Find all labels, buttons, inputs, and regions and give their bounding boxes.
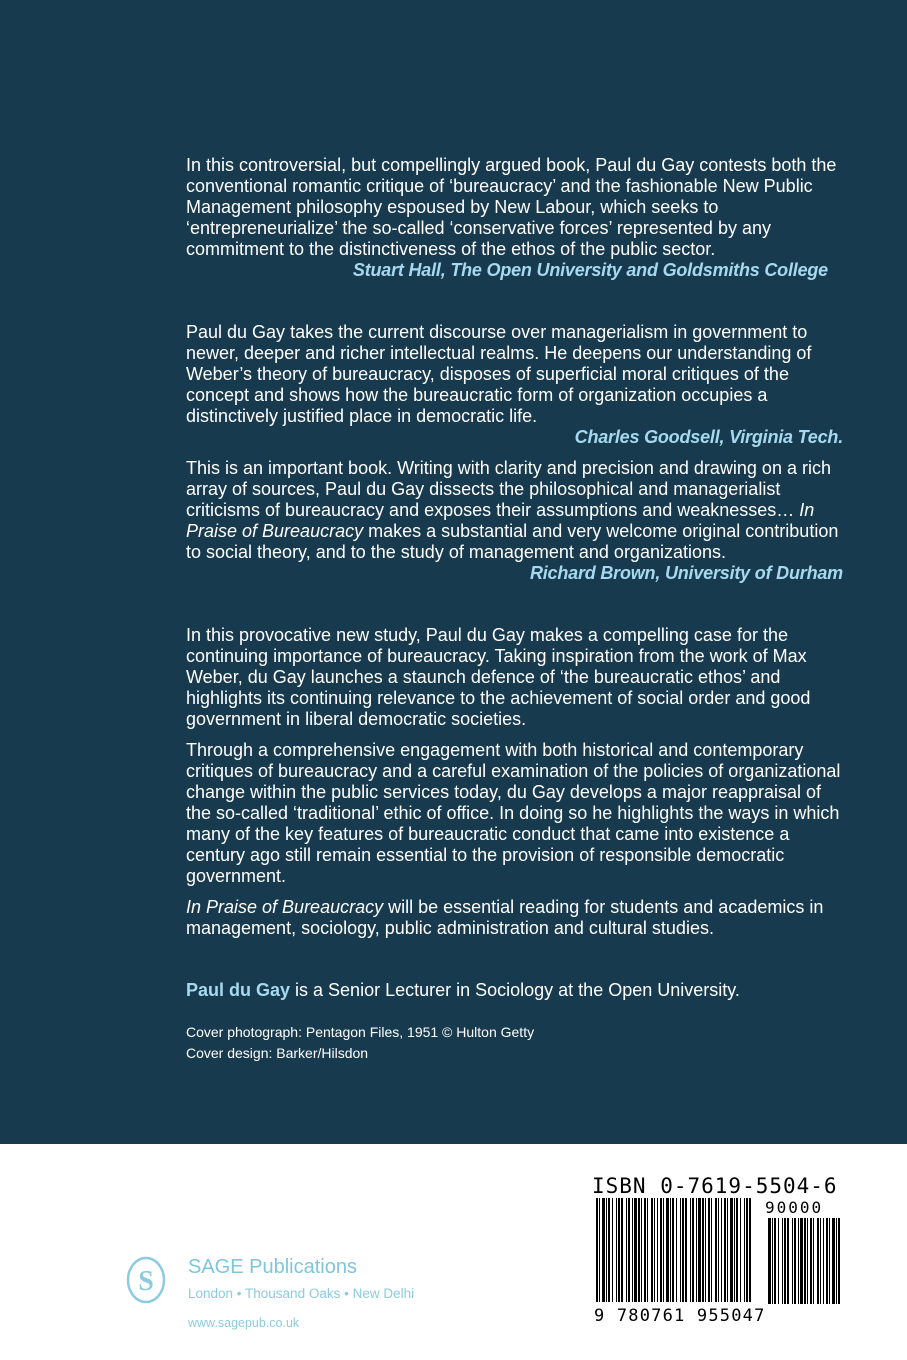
publisher-url[interactable]: www.sagepub.co.uk [188, 1316, 300, 1330]
barcode-bar [618, 1198, 620, 1302]
blurb-text: In this controversial, but compellingly argued book, Paul du Gay contests both the conventional romantic critique of ‘bureaucracy’ and the fashionable New Public Management philosophy espoused by New Labour, which seeks to ‘entrepreneurialize’ the so-called ‘conservative forces’ represented by any commitment to the distinctiveness of the ethos of the public sector. [186, 155, 837, 259]
barcode-bar [612, 1198, 613, 1302]
barcode-bar [602, 1198, 605, 1302]
publisher-name: SAGE Publications [188, 1256, 357, 1278]
barcode-bars [596, 1198, 751, 1302]
barcode-bar [644, 1198, 646, 1302]
barcode-addon-bar [820, 1218, 821, 1304]
author-bio-rest: is a Senior Lecturer in Sociology at the Open University. [290, 980, 740, 1000]
blurb-attribution: Stuart Hall, The Open University and Goldsmiths College [352, 260, 828, 280]
barcode-bar [596, 1198, 598, 1302]
price-code: 90000 [765, 1198, 824, 1217]
blurb-text-after: makes a substantial and very welcome original contribution to social theory, and to the study of management and organizations. [186, 521, 839, 562]
blurb-text [186, 458, 846, 563]
barcode-addon-bars [768, 1218, 840, 1304]
barcode-addon-bar [798, 1218, 799, 1304]
barcode-bar [685, 1198, 687, 1302]
ean-digits: 9 780761 955047 [594, 1306, 766, 1326]
barcode-bar [708, 1198, 710, 1302]
barcode-addon-bar [807, 1218, 808, 1304]
barcode-bar [696, 1198, 697, 1302]
barcode-bar [702, 1198, 704, 1302]
barcode-bar [734, 1198, 735, 1302]
barcode-bar [657, 1198, 658, 1302]
barcode-addon-bar [823, 1218, 824, 1304]
barcode-bar [670, 1198, 671, 1302]
barcode-bar [626, 1198, 627, 1302]
description-rest: will be essential reading for students and academics in management, sociology, public administration and cultural studies. [186, 897, 824, 938]
barcode-bar [749, 1198, 751, 1302]
barcode-icon [594, 1198, 842, 1306]
barcode-addon-bar [772, 1218, 773, 1304]
barcode-bar [680, 1198, 681, 1302]
description-text: Through a comprehensive engagement with both historical and contemporary critiques of bureaucracy and a careful examination of the policies of organizational change within the public services today, du Gay develops a major reappraisal of the so-called ‘traditional’ ethic of office. In doing so he highlights the ways in which many of the key features of bureaucratic conduct that came into existence a century ago still remain essential to the provision of responsible democratic government. [186, 740, 841, 886]
sage-logo-icon [126, 1256, 166, 1304]
barcode-bar [727, 1198, 728, 1302]
barcode-addon-bar [836, 1218, 837, 1304]
barcode-bar [608, 1198, 610, 1302]
barcode-bar [654, 1198, 655, 1302]
barcode-addon-bar [829, 1218, 830, 1304]
barcode-addon-bar [774, 1218, 776, 1304]
barcode-addon-bar [810, 1218, 812, 1304]
barcode-addon-bar [784, 1218, 786, 1304]
barcode-bar [718, 1198, 719, 1302]
barcode-bar [744, 1198, 745, 1302]
description-text: In this provocative new study, Paul du Gay makes a compelling case for the continuing importance of bureaucracy. Taking inspiration from the work of Max Weber, du Gay launches a staunch defence of ‘the bureaucratic ethos’ and highlights its continuing relevance to the achievement of social order and good government in liberal democratic societies. [186, 625, 811, 729]
barcode-bar [599, 1198, 600, 1302]
author-bio [186, 980, 846, 1001]
barcode-bar [698, 1198, 701, 1302]
blurb-charles-goodsell [186, 322, 846, 448]
description-paragraph-2 [186, 740, 846, 887]
barcode-bar [715, 1198, 717, 1302]
barcode-addon-bar [832, 1218, 835, 1304]
blurb-richard-brown [186, 458, 846, 584]
cover-design-credit: Cover design: Barker/Hilsdon [186, 1045, 369, 1061]
barcode-bar [740, 1198, 741, 1302]
blurb-book-title: In Praise of Bureaucracy [186, 500, 815, 541]
barcode-addon-bar [826, 1218, 828, 1304]
barcode-bar [711, 1198, 712, 1302]
barcode-bar [663, 1198, 664, 1302]
barcode-bar [666, 1198, 669, 1302]
barcode-bar [724, 1198, 726, 1302]
author-name: Paul du Gay [186, 980, 291, 1000]
barcode-bar [736, 1198, 738, 1302]
barcode-addon-bar [813, 1218, 814, 1304]
barcode-bar [641, 1198, 642, 1302]
barcode-bar [746, 1198, 748, 1302]
barcode-addon-bar [792, 1218, 793, 1304]
cover-credits [186, 1022, 846, 1064]
barcode-addon-bar [778, 1218, 779, 1304]
blurb-attribution: Richard Brown, University of Durham [529, 563, 843, 583]
sage-logo-letter: S [138, 1266, 154, 1297]
barcode-bar [647, 1198, 648, 1302]
barcode-bar [721, 1198, 722, 1302]
barcode-bar [628, 1198, 630, 1302]
barcode-bar [634, 1198, 637, 1302]
description-paragraph-1 [186, 625, 846, 730]
barcode-bar [692, 1198, 694, 1302]
barcode-addon-bar [800, 1218, 803, 1304]
barcode-bar [621, 1198, 623, 1302]
barcode-bar [651, 1198, 653, 1302]
barcode-addon-bar [838, 1218, 840, 1304]
barcode-bar [660, 1198, 662, 1302]
barcode-addon-bar [787, 1218, 789, 1304]
blurb-text-before: This is an important book. Writing with clarity and precision and drawing on a rich array of sources, Paul du Gay dissects the philosophical and managerialist criticisms of bureaucracy and exposes their assumptions and weaknesses… [186, 458, 831, 520]
barcode-bar [730, 1198, 733, 1302]
barcode-bar [606, 1198, 607, 1302]
publisher-cities: London • Thousand Oaks • New Delhi [188, 1286, 415, 1301]
barcode-bar [616, 1198, 617, 1302]
barcode-bar [690, 1198, 691, 1302]
barcode-bar [682, 1198, 684, 1302]
barcode-addon-bar [804, 1218, 806, 1304]
description-paragraph-3 [186, 897, 846, 939]
book-title: In Praise of Bureaucracy [186, 897, 384, 917]
barcode-bar [705, 1198, 706, 1302]
description-text [186, 897, 846, 939]
barcode-bar [676, 1198, 677, 1302]
isbn-number: ISBN 0-7619-5504-6 [592, 1174, 838, 1198]
blurb-stuart-hall [186, 155, 846, 281]
barcode-bar [632, 1198, 633, 1302]
barcode-addon-bar [817, 1218, 819, 1304]
barcode-addon-bar [768, 1218, 771, 1304]
cover-photo-credit: Cover photograph: Pentagon Files, 1951 © Hulton Getty [186, 1024, 535, 1040]
blurb-attribution: Charles Goodsell, Virginia Tech. [574, 427, 843, 447]
barcode-bar [672, 1198, 674, 1302]
author-bio-text [186, 980, 846, 1001]
barcode-addon-bar [782, 1218, 783, 1304]
barcode-addon-bar [794, 1218, 796, 1304]
barcode-bar [638, 1198, 640, 1302]
blurb-text: Paul du Gay takes the current discourse over managerialism in government to newer, deeper and richer intellectual realms. He deepens our understanding of Weber’s theory of bureaucracy, disposes of superficial moral critiques of the concept and shows how the bureaucratic form of organization occupies a distinctively justified place in democratic life. [186, 322, 812, 426]
